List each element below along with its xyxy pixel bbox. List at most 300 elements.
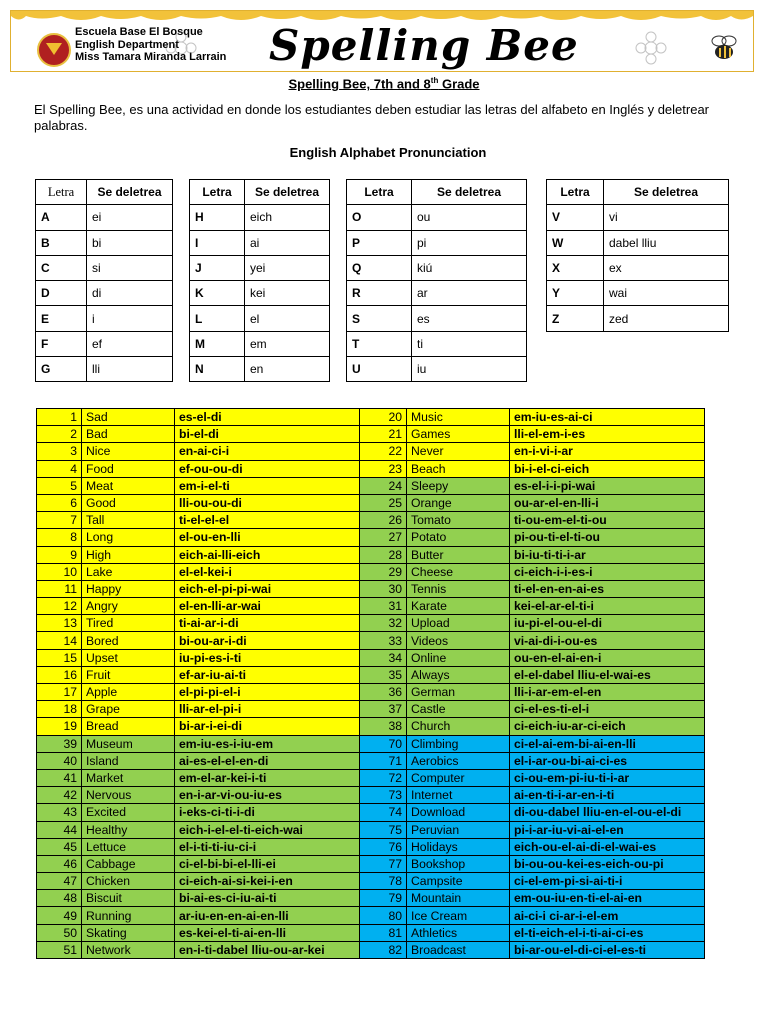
alphabet-row <box>36 306 173 331</box>
spelling-cell: ef-ar-iu-ai-ti <box>175 666 360 683</box>
header-spell: Se deletrea <box>87 180 173 205</box>
word-row <box>37 615 705 632</box>
word-cell: Nice <box>82 443 175 460</box>
word-cell: Never <box>407 443 510 460</box>
spelling-cell: kei-el-ar-el-ti-i <box>510 598 705 615</box>
letter-cell: H <box>190 205 245 230</box>
pronunciation-cell: dabel lliu <box>604 230 729 255</box>
word-cell: Holidays <box>407 838 510 855</box>
spelling-cell: em-iu-es-ai-ci <box>510 409 705 426</box>
pronunciation-cell: kiú <box>412 255 527 280</box>
pronunciation-cell: i <box>87 306 173 331</box>
letter-cell: Q <box>347 255 412 280</box>
pronunciation-cell: ai <box>245 230 330 255</box>
spelling-cell: bi-ou-ou-kei-es-eich-ou-pi <box>510 855 705 872</box>
word-cell: Athletics <box>407 924 510 941</box>
word-cell: Bad <box>82 426 175 443</box>
word-row <box>37 494 705 511</box>
spelling-cell: pi-ou-ti-el-ti-ou <box>510 529 705 546</box>
word-cell: Campsite <box>407 873 510 890</box>
pronunciation-cell: ar <box>412 281 527 306</box>
word-cell: Long <box>82 529 175 546</box>
word-number: 35 <box>360 666 407 683</box>
word-number: 39 <box>37 735 82 752</box>
spelling-cell: ci-eich-iu-ar-ci-eich <box>510 718 705 735</box>
letter-cell: B <box>36 230 87 255</box>
word-cell: Download <box>407 804 510 821</box>
letter-cell: F <box>36 331 87 356</box>
word-number: 25 <box>360 494 407 511</box>
word-row <box>37 426 705 443</box>
alphabet-row <box>36 281 173 306</box>
word-cell: Network <box>82 941 175 958</box>
pronunciation-cell: pi <box>412 230 527 255</box>
spelling-cell: ef-ou-ou-di <box>175 460 360 477</box>
word-cell: Cheese <box>407 563 510 580</box>
word-row <box>37 546 705 563</box>
word-row <box>37 649 705 666</box>
word-row <box>37 941 705 958</box>
pronunciation-cell: ef <box>87 331 173 356</box>
word-cell: Mountain <box>407 890 510 907</box>
letter-cell: S <box>347 306 412 331</box>
alphabet-row <box>36 331 173 356</box>
word-cell: Castle <box>407 701 510 718</box>
alphabet-table <box>189 179 330 382</box>
word-number: 80 <box>360 907 407 924</box>
spelling-cell: bi-ar-ou-el-di-ci-el-es-ti <box>510 941 705 958</box>
word-row <box>37 598 705 615</box>
word-row <box>37 787 705 804</box>
word-cell: Upload <box>407 615 510 632</box>
word-number: 47 <box>37 873 82 890</box>
spelling-cell: ou-en-el-ai-en-i <box>510 649 705 666</box>
word-cell: Healthy <box>82 821 175 838</box>
word-row <box>37 752 705 769</box>
word-cell: Potato <box>407 529 510 546</box>
word-cell: Market <box>82 769 175 786</box>
flower-decoration-icon <box>631 29 671 67</box>
alphabet-row <box>347 357 527 382</box>
spelling-cell: ai-es-el-el-en-di <box>175 752 360 769</box>
alphabet-row <box>347 281 527 306</box>
word-cell: Cabbage <box>82 855 175 872</box>
word-number: 5 <box>37 477 82 494</box>
spelling-cell: el-i-ti-ti-iu-ci-i <box>175 838 360 855</box>
spelling-cell: bi-i-el-ci-eich <box>510 460 705 477</box>
word-row <box>37 460 705 477</box>
word-cell: Island <box>82 752 175 769</box>
letter-cell: R <box>347 281 412 306</box>
spelling-cell: lli-i-ar-em-el-en <box>510 684 705 701</box>
word-row <box>37 409 705 426</box>
word-cell: Angry <box>82 598 175 615</box>
header-letter: Letra <box>36 180 87 205</box>
word-number: 76 <box>360 838 407 855</box>
alphabet-row <box>190 306 330 331</box>
word-row <box>37 855 705 872</box>
spelling-cell: lli-el-em-i-es <box>510 426 705 443</box>
header-letter: Letra <box>547 180 604 205</box>
word-row <box>37 769 705 786</box>
word-cell: Internet <box>407 787 510 804</box>
word-number: 29 <box>360 563 407 580</box>
word-cell: Ice Cream <box>407 907 510 924</box>
letter-cell: K <box>190 281 245 306</box>
letter-cell: G <box>36 357 87 382</box>
header-spell: Se deletrea <box>245 180 330 205</box>
school-crest-icon <box>37 33 71 67</box>
word-row <box>37 890 705 907</box>
word-cell: Food <box>82 460 175 477</box>
page-title: Spelling Bee, 7th and 8th Grade <box>288 76 480 92</box>
word-cell: Karate <box>407 598 510 615</box>
word-number: 8 <box>37 529 82 546</box>
word-number: 49 <box>37 907 82 924</box>
word-row <box>37 684 705 701</box>
word-cell: Tennis <box>407 580 510 597</box>
word-number: 28 <box>360 546 407 563</box>
spelling-cell: pi-i-ar-iu-vi-ai-el-en <box>510 821 705 838</box>
spelling-cell: iu-pi-el-ou-el-di <box>510 615 705 632</box>
word-number: 70 <box>360 735 407 752</box>
alphabet-row <box>190 255 330 280</box>
word-cell: Beach <box>407 460 510 477</box>
word-row <box>37 632 705 649</box>
letter-cell: M <box>190 331 245 356</box>
word-cell: Sad <box>82 409 175 426</box>
spelling-cell: ar-iu-en-en-ai-en-lli <box>175 907 360 924</box>
word-number: 21 <box>360 426 407 443</box>
alphabet-row <box>190 230 330 255</box>
word-number: 77 <box>360 855 407 872</box>
pronunciation-cell: di <box>87 281 173 306</box>
spelling-cell: bi-ou-ar-i-di <box>175 632 360 649</box>
department: English Department <box>75 38 179 51</box>
letter-cell: Y <box>547 281 604 306</box>
spelling-cell: ai-en-ti-i-ar-en-i-ti <box>510 787 705 804</box>
alphabet-row <box>347 230 527 255</box>
word-row <box>37 512 705 529</box>
word-number: 17 <box>37 684 82 701</box>
word-number: 13 <box>37 615 82 632</box>
word-cell: Meat <box>82 477 175 494</box>
spelling-cell: em-el-ar-kei-i-ti <box>175 769 360 786</box>
word-cell: Running <box>82 907 175 924</box>
pronunciation-cell: el <box>245 306 330 331</box>
alphabet-section-title: English Alphabet Pronunciation <box>289 145 487 160</box>
word-cell: Lettuce <box>82 838 175 855</box>
word-number: 74 <box>360 804 407 821</box>
spelling-cell: bi-el-di <box>175 426 360 443</box>
word-cell: Sleepy <box>407 477 510 494</box>
spelling-cell: en-ai-ci-i <box>175 443 360 460</box>
word-cell: Always <box>407 666 510 683</box>
spelling-cell: es-kei-el-ti-ai-en-lli <box>175 924 360 941</box>
spelling-cell: ci-ou-em-pi-iu-ti-i-ar <box>510 769 705 786</box>
word-cell: Tomato <box>407 512 510 529</box>
word-number: 2 <box>37 426 82 443</box>
pronunciation-cell: bi <box>87 230 173 255</box>
alphabet-row <box>347 306 527 331</box>
word-number: 75 <box>360 821 407 838</box>
letter-cell: W <box>547 230 604 255</box>
word-cell: German <box>407 684 510 701</box>
word-cell: Peruvian <box>407 821 510 838</box>
pronunciation-cell: iu <box>412 357 527 382</box>
alphabet-row <box>547 306 729 331</box>
spelling-cell: em-i-el-ti <box>175 477 360 494</box>
pronunciation-cell: en <box>245 357 330 382</box>
word-number: 78 <box>360 873 407 890</box>
spelling-cell: en-i-vi-i-ar <box>510 443 705 460</box>
spelling-cell: iu-pi-es-i-ti <box>175 649 360 666</box>
spelling-cell: lli-ou-ou-di <box>175 494 360 511</box>
school-name: Escuela Base El Bosque <box>75 26 203 38</box>
spelling-cell: eich-i-el-el-ti-eich-wai <box>175 821 360 838</box>
word-cell: Nervous <box>82 787 175 804</box>
word-number: 73 <box>360 787 407 804</box>
header-spell: Se deletrea <box>604 180 729 205</box>
word-number: 48 <box>37 890 82 907</box>
pronunciation-cell: wai <box>604 281 729 306</box>
pronunciation-cell: ex <box>604 255 729 280</box>
school-info <box>75 26 226 64</box>
word-cell: Tall <box>82 512 175 529</box>
word-row <box>37 821 705 838</box>
word-number: 42 <box>37 787 82 804</box>
letter-cell: V <box>547 205 604 230</box>
word-number: 50 <box>37 924 82 941</box>
word-cell: Grape <box>82 701 175 718</box>
word-cell: Music <box>407 409 510 426</box>
intro-paragraph: El Spelling Bee, es una actividad en donde los estudiantes deben estudiar las letras del alfabeto en Inglés y deletrear palabras. <box>34 102 710 133</box>
letter-cell: C <box>36 255 87 280</box>
spelling-cell: ci-el-ai-em-bi-ai-en-lli <box>510 735 705 752</box>
alphabet-row <box>190 205 330 230</box>
word-cell: Online <box>407 649 510 666</box>
pronunciation-cell: ti <box>412 331 527 356</box>
word-number: 81 <box>360 924 407 941</box>
word-number: 30 <box>360 580 407 597</box>
word-number: 7 <box>37 512 82 529</box>
letter-cell: J <box>190 255 245 280</box>
alphabet-row <box>36 255 173 280</box>
word-number: 14 <box>37 632 82 649</box>
word-cell: Bread <box>82 718 175 735</box>
spelling-cell: el-pi-pi-el-i <box>175 684 360 701</box>
word-cell: Games <box>407 426 510 443</box>
word-number: 6 <box>37 494 82 511</box>
spelling-cell: eich-ou-el-ai-di-el-wai-es <box>510 838 705 855</box>
flower-decoration-icon <box>161 29 201 67</box>
pronunciation-cell: zed <box>604 306 729 331</box>
spelling-cell: el-ti-eich-el-i-ti-ai-ci-es <box>510 924 705 941</box>
word-row <box>37 718 705 735</box>
word-number: 41 <box>37 769 82 786</box>
word-row <box>37 907 705 924</box>
word-number: 19 <box>37 718 82 735</box>
spelling-cell: es-el-i-i-pi-wai <box>510 477 705 494</box>
word-number: 37 <box>360 701 407 718</box>
word-cell: Climbing <box>407 735 510 752</box>
teacher-name: Miss Tamara Miranda Larrain <box>75 51 227 63</box>
word-cell: Museum <box>82 735 175 752</box>
spelling-cell: el-ou-en-lli <box>175 529 360 546</box>
spelling-cell: en-i-ar-vi-ou-iu-es <box>175 787 360 804</box>
pronunciation-cell: si <box>87 255 173 280</box>
word-number: 46 <box>37 855 82 872</box>
word-row <box>37 735 705 752</box>
header-banner <box>10 10 754 72</box>
spelling-cell: bi-ai-es-ci-iu-ai-ti <box>175 890 360 907</box>
pronunciation-cell: lli <box>87 357 173 382</box>
spelling-cell: i-eks-ci-ti-i-di <box>175 804 360 821</box>
word-cell: Apple <box>82 684 175 701</box>
bee-icon <box>707 33 741 63</box>
word-number: 1 <box>37 409 82 426</box>
letter-cell: Z <box>547 306 604 331</box>
word-cell: Tired <box>82 615 175 632</box>
header-letter: Letra <box>190 180 245 205</box>
word-number: 32 <box>360 615 407 632</box>
letter-cell: X <box>547 255 604 280</box>
header-spell: Se deletrea <box>412 180 527 205</box>
word-row <box>37 873 705 890</box>
letter-cell: N <box>190 357 245 382</box>
word-row <box>37 924 705 941</box>
word-number: 40 <box>37 752 82 769</box>
word-number: 79 <box>360 890 407 907</box>
spelling-cell: ci-eich-i-i-es-i <box>510 563 705 580</box>
word-number: 9 <box>37 546 82 563</box>
letter-cell: L <box>190 306 245 331</box>
word-number: 20 <box>360 409 407 426</box>
word-number: 82 <box>360 941 407 958</box>
alphabet-row <box>190 331 330 356</box>
word-number: 33 <box>360 632 407 649</box>
spelling-cell: ci-el-es-ti-el-i <box>510 701 705 718</box>
spelling-cell: el-en-lli-ar-wai <box>175 598 360 615</box>
spelling-cell: di-ou-dabel lliu-en-el-ou-el-di <box>510 804 705 821</box>
spelling-cell: ci-el-em-pi-si-ai-ti-i <box>510 873 705 890</box>
letter-cell: O <box>347 205 412 230</box>
spelling-cell: en-i-ti-dabel lliu-ou-ar-kei <box>175 941 360 958</box>
word-number: 22 <box>360 443 407 460</box>
letter-cell: A <box>36 205 87 230</box>
alphabet-row <box>547 230 729 255</box>
letter-cell: E <box>36 306 87 331</box>
spelling-cell: es-el-di <box>175 409 360 426</box>
spelling-cell: ti-ou-em-el-ti-ou <box>510 512 705 529</box>
word-row <box>37 580 705 597</box>
alphabet-row <box>547 205 729 230</box>
alphabet-row <box>347 205 527 230</box>
spelling-cell: bi-ar-i-ei-di <box>175 718 360 735</box>
word-cell: Upset <box>82 649 175 666</box>
word-cell: Lake <box>82 563 175 580</box>
word-row <box>37 563 705 580</box>
word-number: 44 <box>37 821 82 838</box>
spelling-cell: em-ou-iu-en-ti-el-ai-en <box>510 890 705 907</box>
word-number: 24 <box>360 477 407 494</box>
alphabet-row <box>190 357 330 382</box>
word-number: 10 <box>37 563 82 580</box>
word-cell: Happy <box>82 580 175 597</box>
letter-cell: U <box>347 357 412 382</box>
word-cell: Fruit <box>82 666 175 683</box>
alphabet-row <box>347 331 527 356</box>
word-cell: Aerobics <box>407 752 510 769</box>
word-cell: Bored <box>82 632 175 649</box>
word-number: 4 <box>37 460 82 477</box>
word-cell: Chicken <box>82 873 175 890</box>
pronunciation-cell: eich <box>245 205 330 230</box>
word-number: 72 <box>360 769 407 786</box>
word-cell: Butter <box>407 546 510 563</box>
word-number: 11 <box>37 580 82 597</box>
word-number: 38 <box>360 718 407 735</box>
word-number: 43 <box>37 804 82 821</box>
spelling-cell: ti-el-en-en-ai-es <box>510 580 705 597</box>
alphabet-row <box>190 281 330 306</box>
letter-cell: I <box>190 230 245 255</box>
spelling-cell: ou-ar-el-en-lli-i <box>510 494 705 511</box>
alphabet-table <box>35 179 173 382</box>
word-number: 16 <box>37 666 82 683</box>
word-number: 45 <box>37 838 82 855</box>
word-cell: Orange <box>407 494 510 511</box>
alphabet-table <box>346 179 527 382</box>
word-number: 36 <box>360 684 407 701</box>
word-cell: Excited <box>82 804 175 821</box>
letter-cell: T <box>347 331 412 356</box>
alphabet-row <box>36 357 173 382</box>
word-row <box>37 529 705 546</box>
word-cell: Broadcast <box>407 941 510 958</box>
word-number: 51 <box>37 941 82 958</box>
spelling-bee-logo-text: Spelling Bee <box>269 21 579 70</box>
word-number: 31 <box>360 598 407 615</box>
word-number: 12 <box>37 598 82 615</box>
word-cell: Skating <box>82 924 175 941</box>
spelling-cell: lli-ar-el-pi-i <box>175 701 360 718</box>
spelling-cell: eich-el-pi-pi-wai <box>175 580 360 597</box>
word-cell: Good <box>82 494 175 511</box>
pronunciation-cell: yei <box>245 255 330 280</box>
spelling-cell: bi-iu-ti-ti-i-ar <box>510 546 705 563</box>
pronunciation-cell: em <box>245 331 330 356</box>
alphabet-row <box>36 230 173 255</box>
word-row <box>37 477 705 494</box>
word-row <box>37 443 705 460</box>
alphabet-row <box>36 205 173 230</box>
spelling-cell: ti-ai-ar-i-di <box>175 615 360 632</box>
letter-cell: P <box>347 230 412 255</box>
word-row <box>37 666 705 683</box>
word-cell: Bookshop <box>407 855 510 872</box>
pronunciation-cell: ei <box>87 205 173 230</box>
word-number: 18 <box>37 701 82 718</box>
spelling-cell: ti-el-el-el <box>175 512 360 529</box>
word-cell: Church <box>407 718 510 735</box>
spelling-word-table <box>36 408 705 959</box>
word-number: 3 <box>37 443 82 460</box>
alphabet-row <box>347 255 527 280</box>
spelling-cell: el-el-dabel lliu-el-wai-es <box>510 666 705 683</box>
word-cell: Biscuit <box>82 890 175 907</box>
word-row <box>37 701 705 718</box>
